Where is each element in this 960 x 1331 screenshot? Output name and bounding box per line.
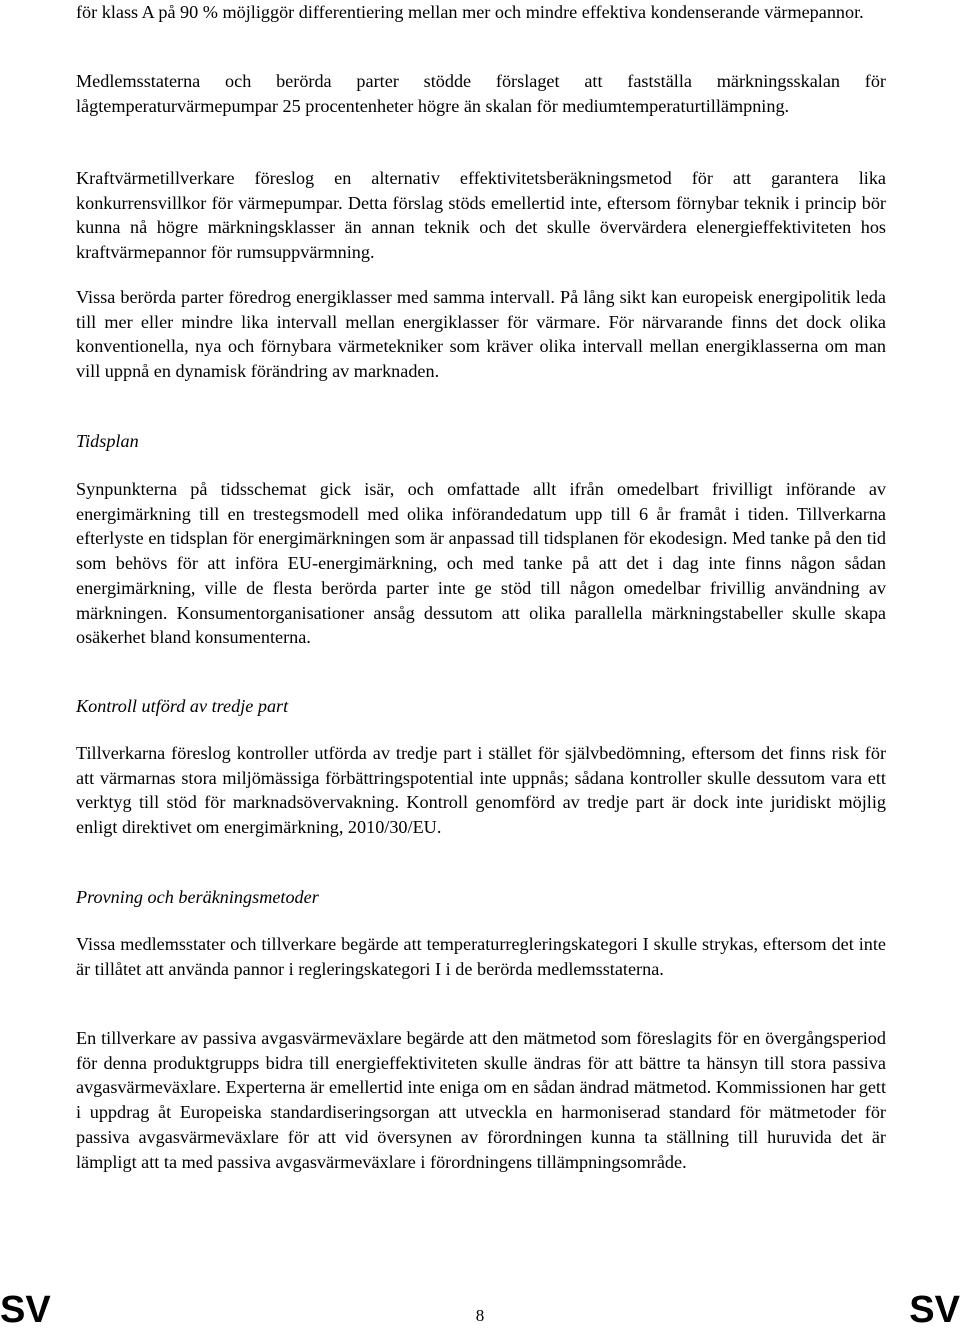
paragraph-temperature-category: Vissa medlemsstater och tillverkare begärde att temperaturregleringskategori I skulle strykas, eftersom det inte är tillåtet att använda pannor i regleringskategori I i de berörda medlemsstaterna. xyxy=(76,934,886,979)
page-footer xyxy=(0,1290,960,1330)
heading-third-party-control: Kontroll utförd av tredje part xyxy=(76,696,289,716)
paragraph-energy-classes: Vissa berörda parter föredrog energiklasser med samma intervall. På lång sikt kan europeisk energipolitik leda till mer eller mindre lika intervall mellan energiklasser för värmare. För närvarande finns det dock olika konventionella, nya och förnybara värmetekniker som kräver olika intervall mellan energiklasserna om man vill uppnå en dynamisk förändring av marknaden. xyxy=(76,287,886,382)
paragraph-heat-exchangers: En tillverkare av passiva avgasvärmeväxlare begärde att den mätmetod som föreslagits för en övergångsperiod för denna produktgrupps bidra till energieffektiviteten skulle ändras för att bättre ta hänsyn till stora passiva avgasvärmeväxlare. Experterna är emellertid inte eniga om en sådan ändrad mätmetod. Kommissionen har gett i uppdrag åt Europeiska standardiseringsorgan att utveckla en harmoniserad standard för mätmetoder för passiva avgasvärmeväxlare för att vid översynen av förordningen kunna ta ställning till huruvida det är lämpligt att ta med passiva avgasvärmeväxlare i förordningens tillämpningsområde. xyxy=(76,1028,886,1172)
heading-tidsplan: Tidsplan xyxy=(76,431,139,451)
language-code-left: SV xyxy=(0,1289,51,1331)
paragraph-continuation: för klass A på 90 % möjliggör differentiering mellan mer och mindre effektiva kondenserande värmepannor. xyxy=(76,2,864,22)
paragraph-chp-method: Kraftvärmetillverkare föreslog en alternativ effektivitetsberäkningsmetod för att garantera lika konkurrensvillkor för värmepumpar. Detta förslag stöds emellertid inte, eftersom förnybar teknik i princip bör kunna nå högre märkningsklasser än annan teknik och det skulle övervärdera elenergieffektiviteten hos kraftvärmepannor för rumsuppvärmning. xyxy=(76,168,886,263)
paragraph-label-scale: Medlemsstaterna och berörda parter stödde förslaget att fastställa märkningsskalan för lågtemperaturvärmepumpar 25 procentenheter högre än skalan för mediumtemperaturtillämpning. xyxy=(76,71,886,116)
paragraph-third-party: Tillverkarna föreslog kontroller utförda av tredje part i stället för självbedömning, eftersom det finns risk för att värmarnas stora miljömässiga förbättringspotential inte uppnås; sådana kontroller skulle dessutom vara ett verktyg till stöd för marknadsövervakning. Kontroll genomförd av tredje part är dock inte juridiskt möjlig enligt direktivet om energimärkning, 2010/30/EU. xyxy=(76,743,886,838)
heading-testing-methods: Provning och beräkningsmetoder xyxy=(76,887,319,907)
page-number: 8 xyxy=(475,1306,485,1325)
language-code-right: SV xyxy=(909,1289,960,1331)
paragraph-schedule: Synpunkterna på tidsschemat gick isär, och omfattade allt ifrån omedelbart frivilligt införande av energimärkning till en trestegsmodell med olika införandedatum upp till 6 år framåt i tiden. Tillverkarna efterlyste en tidsplan för energimärkningen som är anpassad till tidsplanen för ekodesign. Med tanke på den tid som behövs för att införa EU-energimärkning, och med tanke på att det i dag inte finns någon sådan energimärkning, ville de flesta berörda parter inte ge stöd till någon omedelbar frivillig användning av märkningen. Konsumentorganisationer ansåg dessutom att olika parallella märkningstabeller skulle skapa osäkerhet bland konsumenterna. xyxy=(76,479,886,648)
